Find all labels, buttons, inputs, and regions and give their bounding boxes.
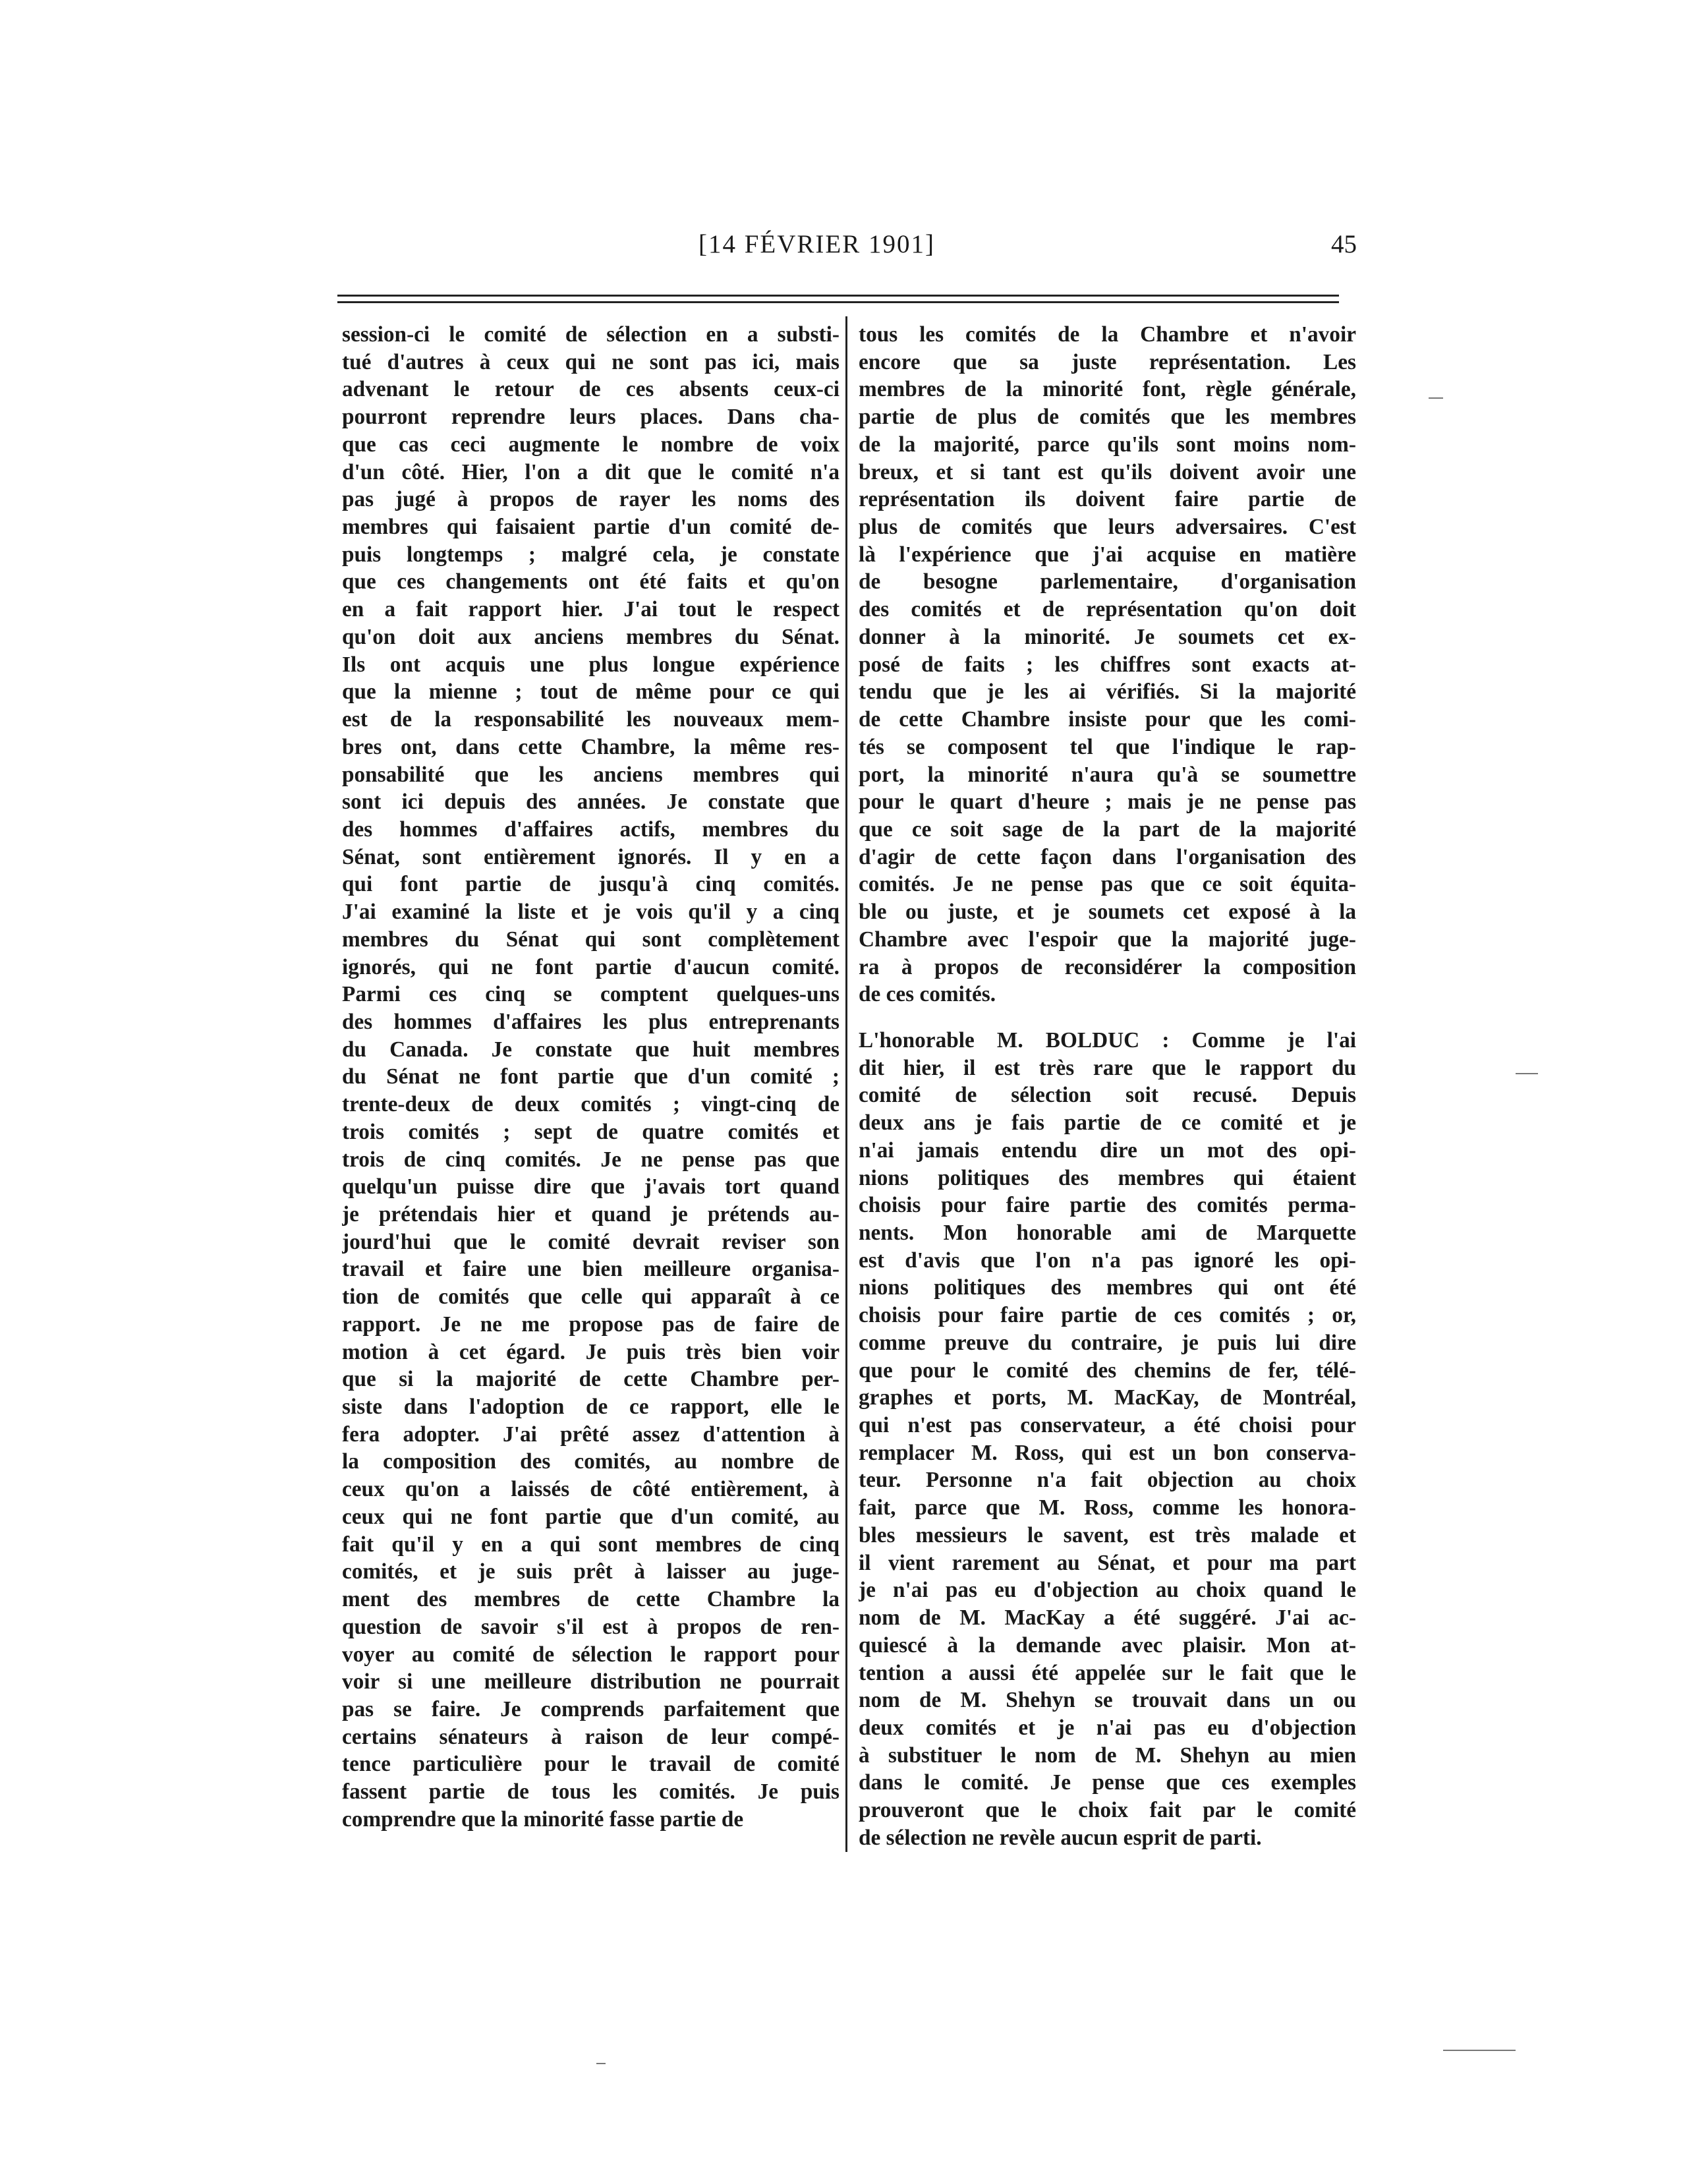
text-line: jourd'hui que le comité devrait reviser son	[342, 1229, 840, 1254]
text-line: voyer au comité de sélection le rapport pour	[342, 1642, 840, 1667]
margin-mark	[1516, 1073, 1538, 1074]
text-line: nom de M. Shehyn se trouvait dans un ou	[859, 1688, 1356, 1713]
text-line: nions politiques des membres qui étaient	[859, 1165, 1356, 1190]
text-line: que ce soit sage de la part de la majorité	[859, 817, 1356, 842]
text-line: quelqu'un puisse dire que j'avais tort quand	[342, 1174, 840, 1199]
text-line: comme preuve du contraire, je puis lui dire	[859, 1330, 1356, 1355]
text-line: que ces changements ont été faits et qu'on	[342, 569, 840, 594]
text-line: là l'expérience que j'ai acquise en matière	[859, 542, 1356, 567]
text-line: membres du Sénat qui sont complètement	[342, 927, 840, 952]
text-line: comités, et je suis prêt à laisser au juge-	[342, 1559, 840, 1584]
text-line: remplacer M. Ross, qui est un bon conserva-	[859, 1440, 1356, 1465]
text-line: trente-deux de deux comités ; vingt-cinq de	[342, 1092, 840, 1117]
text-line: pas jugé à propos de rayer les noms des	[342, 487, 840, 512]
text-line: qu'on doit aux anciens membres du Sénat.	[342, 624, 840, 649]
text-line: du Canada. Je constate que huit membres	[342, 1037, 840, 1062]
text-line: ceux qui ne font partie que d'un comité, au	[342, 1504, 840, 1529]
text-line: est de la responsabilité les nouveaux mem-	[342, 707, 840, 732]
text-line: L'honorable M. BOLDUC : Comme je l'ai	[859, 1027, 1356, 1053]
paragraph-gap	[859, 1008, 1356, 1027]
text-line: session-ci le comité de sélection en a substi-	[342, 322, 840, 347]
right-paragraph-2	[859, 1027, 1356, 1852]
left-column	[342, 321, 840, 1834]
text-line: partie de plus de comités que les membres	[859, 405, 1356, 430]
text-line: nents. Mon honorable ami de Marquette	[859, 1221, 1356, 1245]
text-line: teur. Personne n'a fait objection au choix	[859, 1468, 1356, 1493]
text-line: des hommes d'affaires les plus entreprenants	[342, 1009, 840, 1034]
text-line: Sénat, sont entièrement ignorés. Il y en a	[342, 844, 840, 869]
text-line: membres qui faisaient partie d'un comité de-	[342, 515, 840, 540]
text-line: du Sénat ne font partie que d'un comité ;	[342, 1064, 840, 1089]
text-line: représentation ils doivent faire partie de	[859, 487, 1356, 512]
column-divider	[845, 316, 847, 1852]
text-line: de la majorité, parce qu'ils sont moins nom-	[859, 432, 1356, 457]
text-line: posé de faits ; les chiffres sont exacts at-	[859, 652, 1356, 677]
text-line: ment des membres de cette Chambre la	[342, 1587, 840, 1612]
text-line: tention a aussi été appelée sur le fait que le	[859, 1660, 1356, 1685]
right-paragraph-1	[859, 321, 1356, 1008]
text-line: tendu que je les ai vérifiés. Si la majorité	[859, 679, 1356, 705]
text-line: je n'ai pas eu d'objection au choix quand le	[859, 1578, 1356, 1603]
text-line: que pour le comité des chemins de fer, télé-	[859, 1358, 1356, 1383]
text-line: donner à la minorité. Je soumets cet ex-	[859, 624, 1356, 649]
text-line: port, la minorité n'aura qu'à se soumettre	[859, 762, 1356, 787]
text-line: trois comités ; sept de quatre comités et	[342, 1119, 840, 1144]
text-line: choisis pour faire partie des comités perma-	[859, 1193, 1356, 1218]
right-column	[859, 321, 1356, 1852]
text-line: d'un côté. Hier, l'on a dit que le comité n'a	[342, 459, 840, 484]
page-date-header: [14 FÉVRIER 1901]	[698, 230, 935, 258]
text-line: comité de sélection soit recusé. Depuis	[859, 1083, 1356, 1108]
text-line: est d'avis que l'on n'a pas ignoré les opi-	[859, 1248, 1356, 1273]
text-line: que si la majorité de cette Chambre per-	[342, 1367, 840, 1392]
text-line: tué d'autres à ceux qui ne sont pas ici, mais	[342, 349, 840, 374]
text-line: ra à propos de reconsidérer la composition	[859, 954, 1356, 979]
text-line: que cas ceci augmente le nombre de voix	[342, 432, 840, 457]
text-line: puis longtemps ; malgré cela, je constate	[342, 542, 840, 567]
text-line: pour le quart d'heure ; mais je ne pense pas	[859, 790, 1356, 815]
text-line: choisis pour faire partie de ces comités ; or,	[859, 1303, 1356, 1328]
header-rule-top	[337, 295, 1339, 297]
text-line: d'agir de cette façon dans l'organisation des	[859, 844, 1356, 869]
text-line: n'ai jamais entendu dire un mot des opi-	[859, 1138, 1356, 1163]
text-line: trois de cinq comités. Je ne pense pas que	[342, 1147, 840, 1172]
text-line: tion de comités que celle qui apparaît à ce	[342, 1285, 840, 1310]
text-line: en a fait rapport hier. J'ai tout le respect	[342, 597, 840, 622]
text-line: pourront reprendre leurs places. Dans cha-	[342, 405, 840, 430]
text-line: fassent partie de tous les comités. Je puis	[342, 1779, 840, 1805]
text-line: ceux qu'on a laissés de côté entièrement, à	[342, 1477, 840, 1502]
text-line: il vient rarement au Sénat, et pour ma part	[859, 1550, 1356, 1575]
text-line: breux, et si tant est qu'ils doivent avoir une	[859, 459, 1356, 484]
text-line: de ces comités.	[859, 982, 996, 1007]
text-line: tence particulière pour le travail de comité	[342, 1752, 840, 1777]
text-line: la composition des comités, au nombre de	[342, 1449, 840, 1474]
page-number: 45	[1331, 230, 1357, 258]
text-line: tés se composent tel que l'indique le rap-	[859, 734, 1356, 759]
text-line: nom de M. MacKay a été suggéré. J'ai ac-	[859, 1605, 1356, 1631]
text-line: question de savoir s'il est à propos de ren-	[342, 1614, 840, 1639]
text-line: rapport. Je ne me propose pas de faire de	[342, 1312, 840, 1337]
text-line: ponsabilité que les anciens membres qui	[342, 762, 840, 787]
text-line: de cette Chambre insiste pour que les comi-	[859, 707, 1356, 732]
text-line: bres ont, dans cette Chambre, la même res-	[342, 734, 840, 759]
text-line: encore que sa juste représentation. Les	[859, 349, 1356, 374]
text-line: qui n'est pas conservateur, a été choisi pour	[859, 1413, 1356, 1438]
margin-mark	[596, 2063, 606, 2064]
text-line: certains sénateurs à raison de leur compé-	[342, 1724, 840, 1749]
text-line: motion à cet égard. Je puis très bien voir	[342, 1339, 840, 1364]
text-line: de besogne parlementaire, d'organisation	[859, 569, 1356, 594]
text-line: dans le comité. Je pense que ces exemples	[859, 1770, 1356, 1795]
text-line: fait qu'il y en a qui sont membres de cinq	[342, 1532, 840, 1557]
text-line: je prétendais hier et quand je prétends au-	[342, 1202, 840, 1227]
text-line: sont ici depuis des années. Je constate que	[342, 790, 840, 815]
text-line: de sélection ne revèle aucun esprit de parti.	[859, 1825, 1262, 1850]
margin-mark	[1443, 2050, 1516, 2051]
text-line: dit hier, il est très rare que le rapport du	[859, 1055, 1356, 1080]
text-line: Chambre avec l'espoir que la majorité juge-	[859, 927, 1356, 952]
text-line: tous les comités de la Chambre et n'avoir	[859, 322, 1356, 347]
text-line: comités. Je ne pense pas que ce soit équita-	[859, 872, 1356, 897]
text-line: ignorés, qui ne font partie d'aucun comité.	[342, 954, 840, 979]
text-line: prouveront que le choix fait par le comité	[859, 1798, 1356, 1823]
text-line: Parmi ces cinq se comptent quelques-uns	[342, 982, 840, 1007]
text-line: deux comités et je n'ai pas eu d'objection	[859, 1715, 1356, 1740]
text-line: Ils ont acquis une plus longue expérience	[342, 652, 840, 677]
text-line: ble ou juste, et je soumets cet exposé à la	[859, 900, 1356, 925]
header-rule-bottom	[337, 301, 1339, 303]
text-line: comprendre que la minorité fasse partie de	[342, 1806, 744, 1832]
text-line: quiescé à la demande avec plaisir. Mon at-	[859, 1632, 1356, 1658]
text-line: nions politiques des membres qui ont été	[859, 1275, 1356, 1300]
text-line: travail et faire une bien meilleure organisa-	[342, 1257, 840, 1282]
text-line: des comités et de représentation qu'on doit	[859, 597, 1356, 622]
text-line: fait, parce que M. Ross, comme les honora-	[859, 1495, 1356, 1520]
text-line: fera adopter. J'ai prêté assez d'attention à	[342, 1422, 840, 1447]
text-line: à substituer le nom de M. Shehyn au mien	[859, 1743, 1356, 1768]
text-line: bles messieurs le savent, est très malade et	[859, 1522, 1356, 1547]
text-line: J'ai examiné la liste et je vois qu'il y a cinq	[342, 900, 840, 925]
text-line: voir si une meilleure distribution ne pourrait	[342, 1669, 840, 1694]
text-line: graphes et ports, M. MacKay, de Montréal,	[859, 1385, 1356, 1410]
text-line: que la mienne ; tout de même pour ce qui	[342, 679, 840, 705]
text-line: siste dans l'adoption de ce rapport, elle le	[342, 1395, 840, 1420]
text-line: advenant le retour de ces absents ceux-ci	[342, 377, 840, 402]
text-line: plus de comités que leurs adversaires. C'est	[859, 515, 1356, 540]
text-line: membres de la minorité font, règle générale,	[859, 377, 1356, 402]
text-line: qui font partie de jusqu'à cinq comités.	[342, 872, 840, 897]
margin-mark	[1429, 397, 1443, 399]
text-line: deux ans je fais partie de ce comité et je	[859, 1111, 1356, 1136]
text-line: des hommes d'affaires actifs, membres du	[342, 817, 840, 842]
text-line: pas se faire. Je comprends parfaitement que	[342, 1696, 840, 1721]
